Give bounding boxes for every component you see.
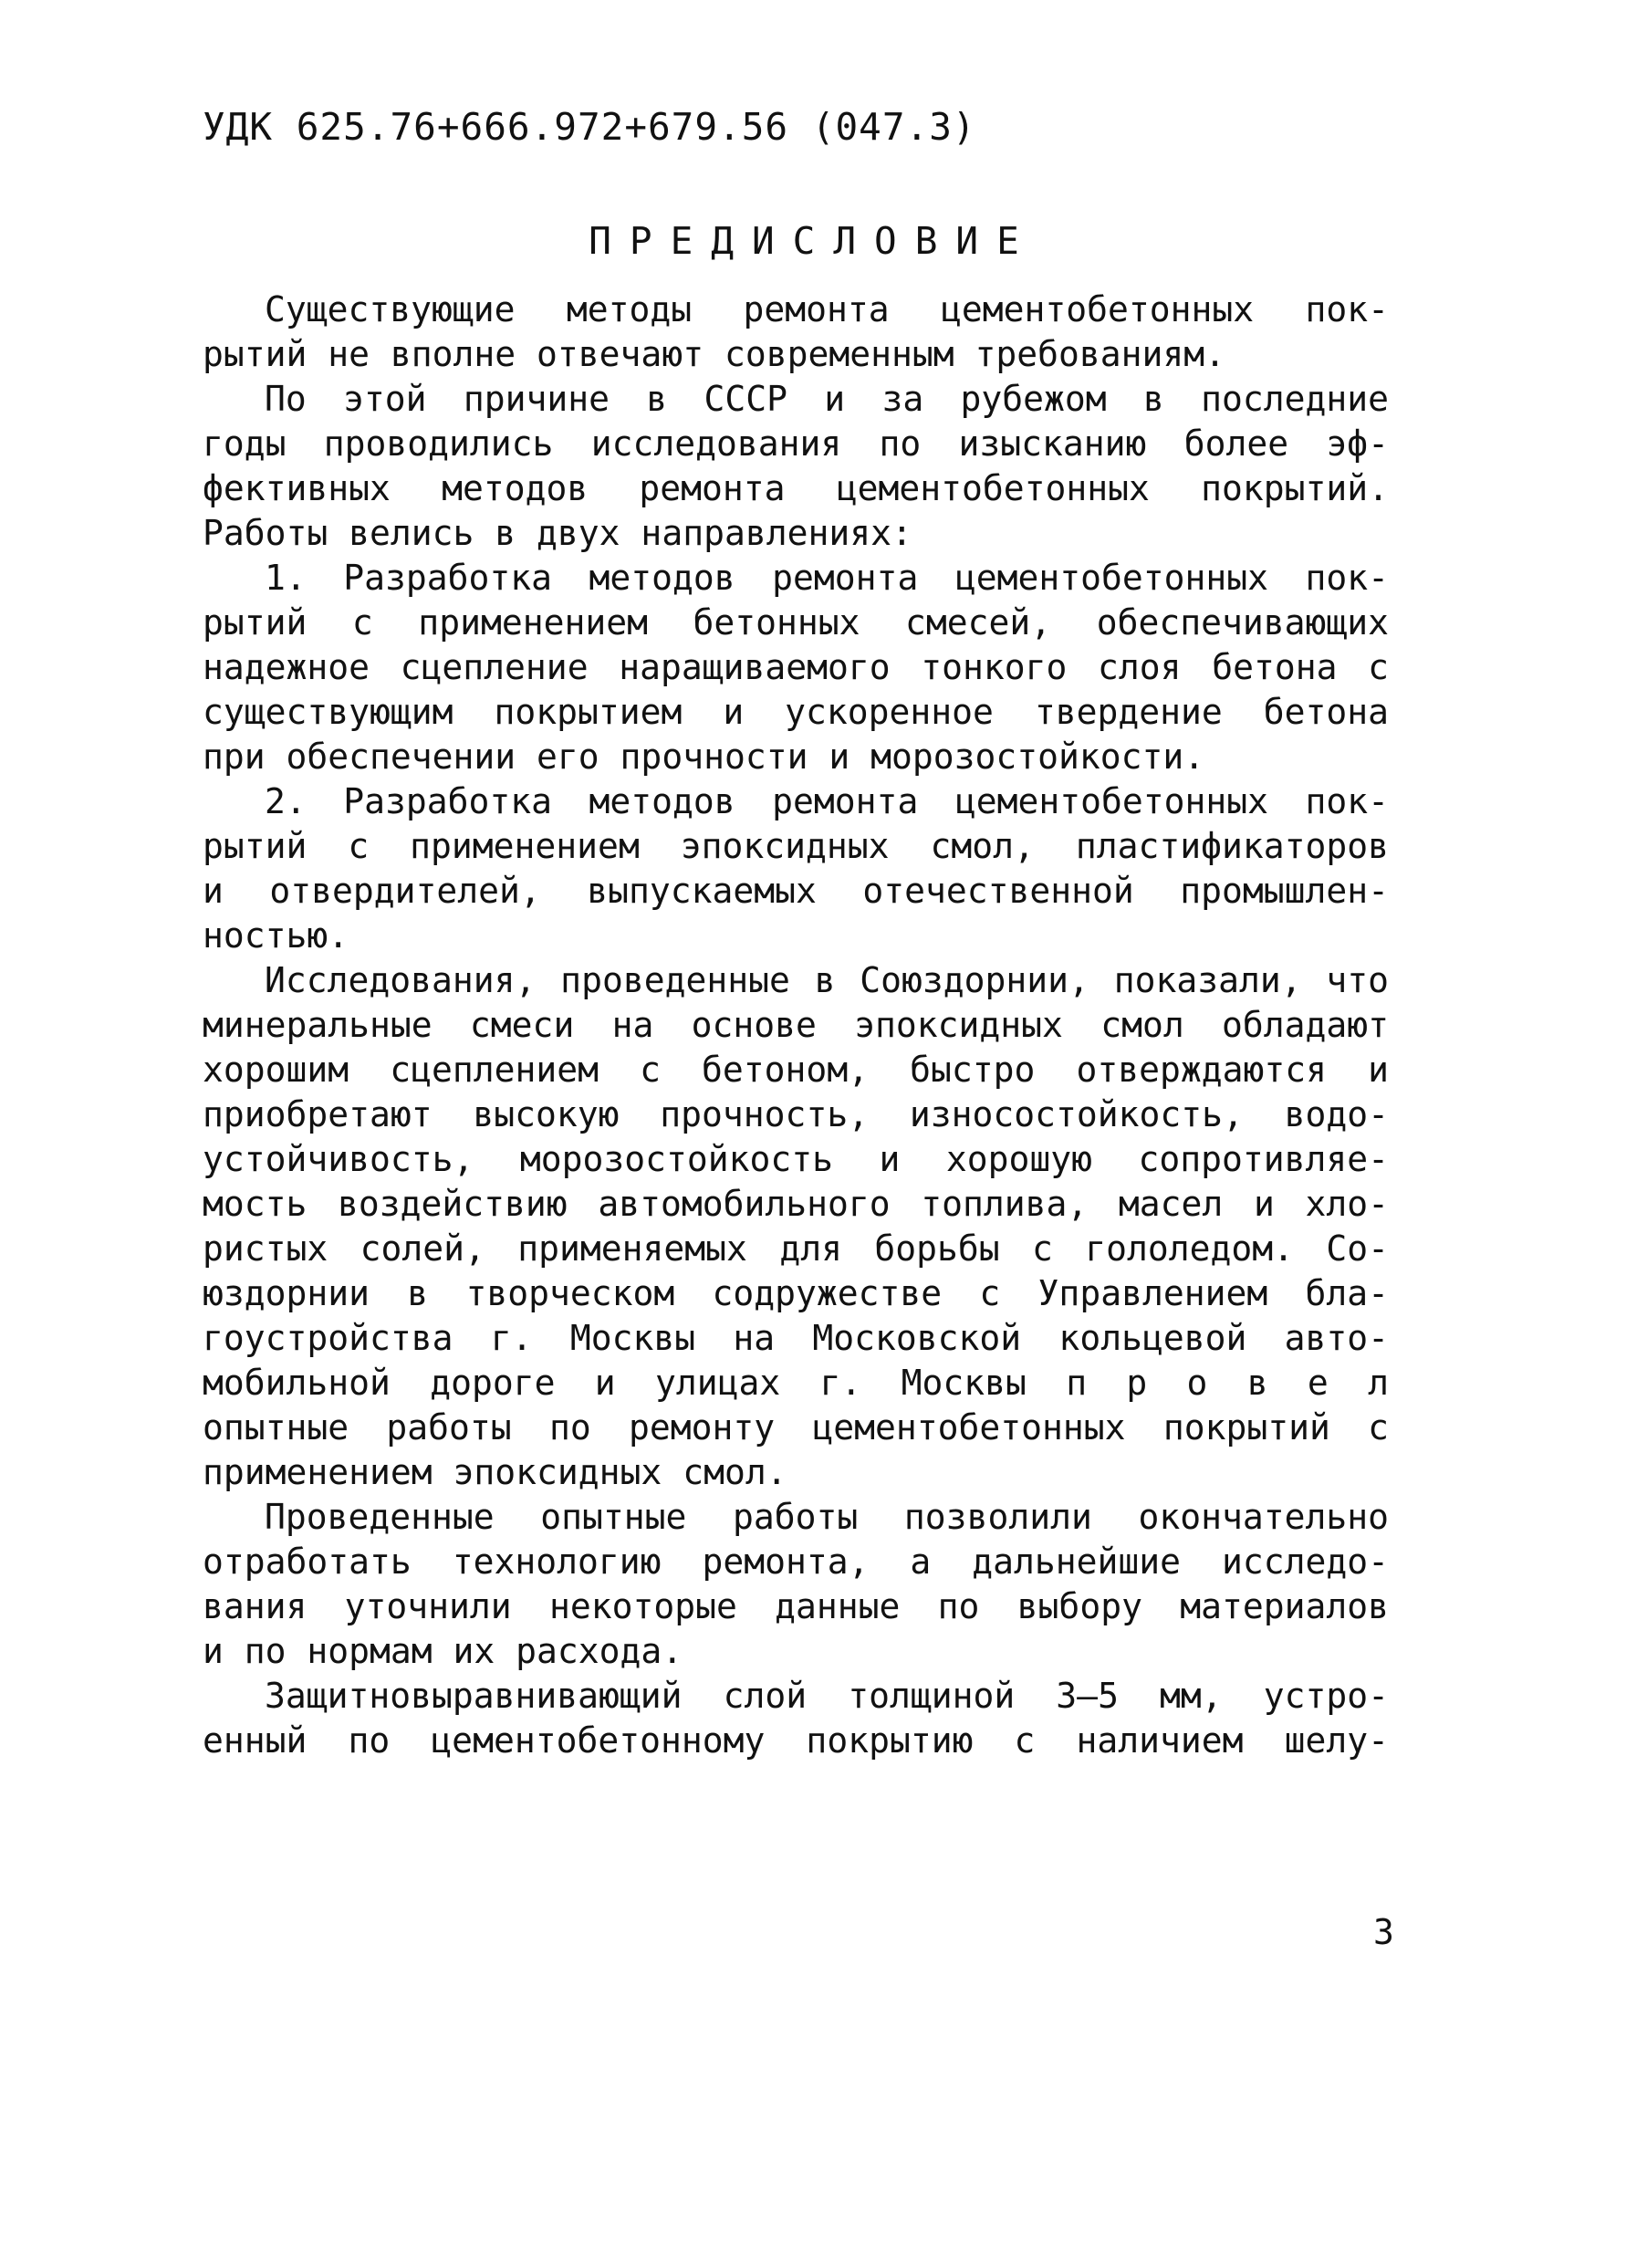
text-line: гоустройства г. Москвы на Московской кольцевой авто- [203, 1318, 1389, 1358]
page-number: 3 [1373, 1912, 1394, 1952]
text-line: применением эпоксидных смол. [203, 1452, 787, 1492]
text-line: енный по цементобетонному покрытию с наличием шелу- [203, 1720, 1389, 1761]
udk-code: УДК 625.76+666.972+679.56 (047.3) [203, 105, 976, 149]
text-line: и по нормам их расхода. [203, 1631, 683, 1671]
text-line: рытий с применением бетонных смесей, обеспечивающих [203, 602, 1389, 643]
text-line: устойчивость, морозостойкость и хорошую сопротивляе- [203, 1139, 1389, 1179]
text-line: Проведенные опытные работы позволили окончательно [265, 1497, 1389, 1537]
text-line: существующим покрытием и ускоренное твердение бетона [203, 692, 1389, 732]
text-line: надежное сцепление наращиваемого тонкого слоя бетона с [203, 647, 1389, 687]
text-line: 1. Разработка методов ремонта цементобетонных пок- [265, 558, 1389, 598]
text-line: опытные работы по ремонту цементобетонных покрытий с [203, 1407, 1389, 1448]
text-line: мобильной дороге и улицах г. Москвы п р о в е л [203, 1363, 1389, 1403]
text-line: хорошим сцеплением с бетоном, быстро отверждаются и [203, 1050, 1389, 1090]
text-line: Существующие методы ремонта цементобетонных пок- [265, 289, 1389, 329]
text-line: рытий с применением эпоксидных смол, пластификаторов [203, 826, 1389, 866]
text-line: вания уточнили некоторые данные по выбору материалов [203, 1586, 1389, 1626]
text-line: рытий не вполне отвечают современным требованиям. [203, 334, 1226, 374]
text-line: Работы велись в двух направлениях: [203, 513, 912, 553]
text-line: 2. Разработка методов ремонта цементобетонных пок- [265, 781, 1389, 821]
section-title: ПРЕДИСЛОВИЕ [589, 219, 1037, 263]
text-line: мость воздействию автомобильного топлива, масел и хло- [203, 1184, 1389, 1224]
text-line: приобретают высокую прочность, износостойкость, водо- [203, 1094, 1389, 1134]
text-line: годы проводились исследования по изысканию более эф- [203, 423, 1389, 464]
text-line: и отвердителей, выпускаемых отечественной промышлен- [203, 871, 1389, 911]
preface-body [203, 287, 1389, 1763]
text-line: отработать технологию ремонта, а дальнейшие исследо- [203, 1542, 1389, 1582]
text-line: фективных методов ремонта цементобетонных покрытий. [203, 468, 1389, 508]
text-line: юздорнии в творческом содружестве с Управлением бла- [203, 1273, 1389, 1313]
text-line: при обеспечении его прочности и морозостойкости. [203, 737, 1205, 777]
text-line: Защитновыравнивающий слой толщиной 3–5 мм, устро- [265, 1676, 1389, 1716]
text-line: Исследования, проведенные в Союздорнии, показали, что [265, 960, 1389, 1000]
text-line: ностью. [203, 915, 349, 956]
text-line: минеральные смеси на основе эпоксидных смол обладают [203, 1005, 1389, 1045]
text-line: По этой причине в СССР и за рубежом в последние [265, 379, 1389, 419]
text-line: ристых солей, применяемых для борьбы с гололедом. Со- [203, 1228, 1389, 1269]
